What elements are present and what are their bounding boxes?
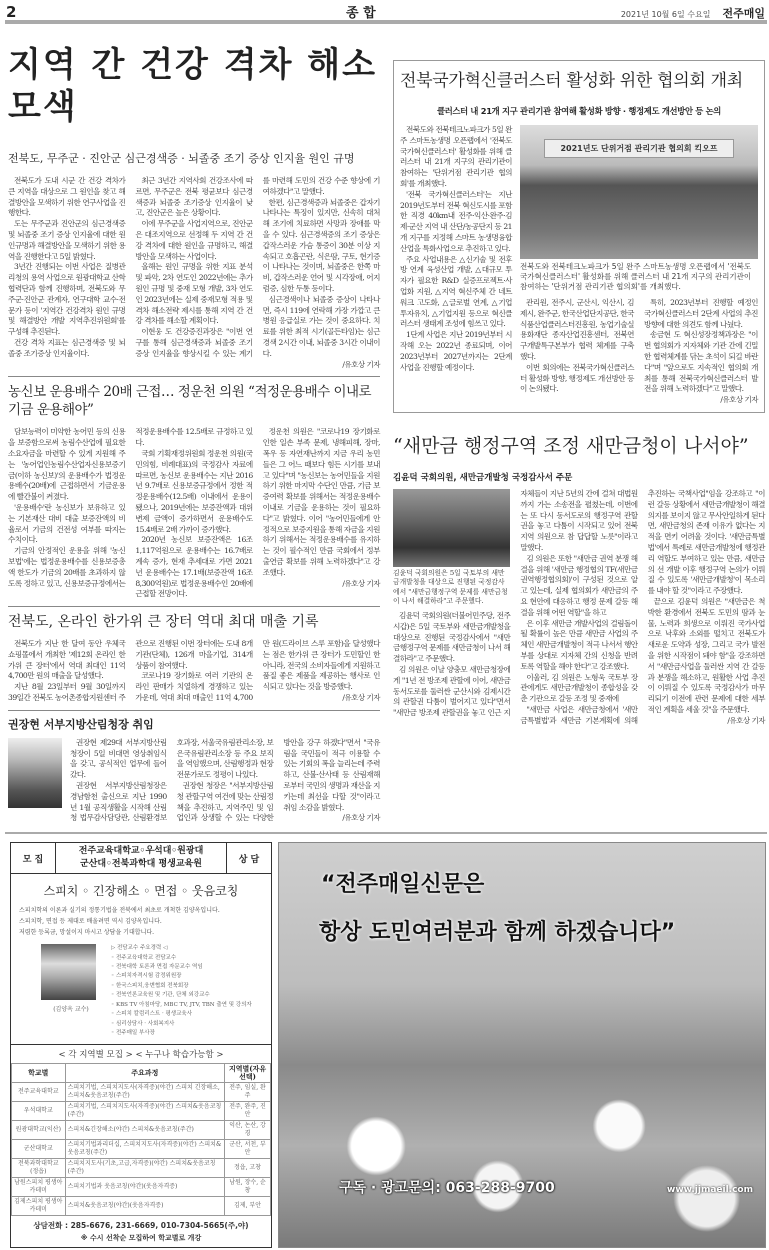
divider [8,710,380,711]
paragraph: 송금현 도 혁신성장정책과장은 "이번 협의회가 지자체와 기관 간에 긴밀한 협력체계를 닦는 초석이 되길 바란다"며 "앞으로도 지속적인 협의회 개최를 통해 전북국가혁신클러스터 발전을 위해 노력하겠다"고 말했다. [644,330,758,394]
article2-headline: 농신보 운용배수 20배 근접… 정운천 의원 “적정운용배수 이내로 기금 운용해야” [8,384,372,419]
article6-caption: 김윤덕 국회의원은 5일 국토부의 새만금개발청을 대상으로 진행된 국정감사에서 "새만금행정구역 문제를 새만금청이 나서 해결하라"고 주문했다. [393,568,508,606]
table-cell: 김제, 부안 [225,1197,271,1216]
table-row [12,1140,271,1159]
paragraph: 관리원, 전주시, 군산시, 익산시, 김제시, 완주군, 한국산업단지공단, 한국식품산업클러스터진흥원, 농업기술실용화재단 종자산업진흥센터, 전북연구개발특구본부가 협력 체계를 구축했다. [520,298,635,361]
ad-contact: 구독 · 광고문의: 063-288-9700 [339,1180,555,1197]
professor-photo [41,944,96,1000]
table-cell: 전주, 임실, 완주 [225,1083,271,1102]
table-cell: 전주, 완주, 진안 [225,1102,271,1121]
career-item: ◦ 전북언론교육원 및 기관, 단체 외강교수 [111,992,210,999]
paragraph: 지난 8월 23일부터 9월 30일까지 39일간 전북도 농어촌종합지원센터 주관으로 진행된 이번 장터에는 도내 8개 기관(단체), 126개 마을기업, 314개 상품이 참여했다. [8,639,253,703]
table-cell: 전주교육대학교 [12,1083,66,1102]
issue-date: 2021년 10월 6일 수요일 [620,10,711,19]
table-cell: 익산, 논산, 강경 [225,1121,271,1140]
paragraph: 전북도가 도내 시군 간 건강 격차가 큰 지역을 대상으로 그 원인을 찾고 해결방안을 모색하기 위한 연구사업을 진행한다. [8,176,126,218]
paragraph: 전북도와 전북테크노파크가 5일 완주 스마트농생명 오픈랩에서 '전북도 국가혁신클러스터' 활성화를 위해 클러스터 내 21개 지구의 관리기관이 참여하는 '단위거점 관리기관 협의회'를 개최했다. [400,125,512,188]
career-item: ◦ KBS TV 아침마당, MBC TV, JTV, TBN 출연 및 강의자 [111,1001,252,1008]
article4-headline: 권장현 서부지방산림청장 취임 [8,717,154,731]
career-title: ▷ 전담교수 주요경력 ◁ [111,945,168,952]
a1-byline: /유호상 기자 [342,359,380,369]
table-cell: 스피치기법과리더십, 스피치지도사(자격증)(야간) 스피치&웃음코칭(주간) [65,1140,224,1159]
paragraph: 김 의원은 또한 "새만금 권역 분쟁 해결을 위해 '새만금 행정협의 TF(새만금권역행정협의회)'이 구성된 것으로 알고 있는데, 실제 협의회가 새만금의 주요 현안에 대응하고 행정 문제 갈등 해결을 위해 어떤 역할"을 하고 [520,553,638,617]
ad-intro-line: 스피치학의 이론과 실기의 정통기법을 전북에서 최초로 개척한 김양옥입니다. [19,907,220,915]
table-cell: 스피치기법, 스피치지도사(자격증)(야간) 스피치&웃음코칭(주간) [65,1102,224,1121]
article6-subhead: 김윤덕 국회의원, 새만금개발청 국정감사서 주문 [393,472,573,483]
table-header: 학교별 [12,1064,66,1083]
paragraph: 코로나19 장기화로 여러 기관의 온라인 판매가 치열하게 경쟁하고 있는 가운데, 역대 최대 매출인 11억 4,700만 원(드라이브 스루 포함)을 달성했다는 점은 한가위 큰 장터가 도민할인 한 아니라, 전국의 소비자들에게 지원하고 품질 좋은 제품을 제공하는 행사로 인식되고 있다는 것을 방증했다. [135,639,380,703]
article5-subhead: 클러스터 내 21개 지구 관리기관 참여해 활성화 방향 · 행정제도 개선방안 등 논의 [436,106,722,116]
cluster-article-box [393,60,765,413]
page-header [0,0,769,20]
table-cell: 스피치&긴장해소(야간) 스피치&웃음코칭(주간) [65,1121,224,1140]
ad-quote-line2: 항상 도민여러분과 함께 하겠습니다” [319,920,676,946]
ad-title-line2: 군산대◦전북과학대 평생교육원 [80,859,202,870]
table-cell: 전북과학대학교(정읍) [12,1159,66,1178]
paragraph: 이현웅 도 건강증진과장은 "이번 연구를 통해 심근경색증과 뇌졸중 조기 증상 인지율을 향상시킬 수 있는 계기를 마련해 도민의 건강 수준 향상에 기여하겠다"고 말했다. [135,176,380,358]
article1-body [8,176,380,370]
career-item: ◦ 스피치자격시험 감정위원장 [111,973,182,980]
assembly-hearing-photo [393,489,510,567]
ad-intro-line: 스피치학, 면접 등 제대로 배울려면 역시 김양옥입니다. [19,918,162,926]
career-item: ◦ 심리상담사 · 사회복지사 [111,1020,175,1027]
article6-figure [393,489,510,607]
official-portrait-photo [8,738,62,808]
table-cell: 원광대학교(익산) [12,1121,66,1140]
paragraph: 올해는 원인 규명을 위한 지표 분석 및 파악, 2차 연도인 2022년에는 추가 원인 규명 및 중재 모형 개발, 3차 연도인 2023년에는 실제 중재모형 적용 및 격차 해소전략 제시를 통해 지역 간 건강 격차를 해소할 계획이다. [135,262,253,326]
table-cell: 김제스피치 평생아카데미 [12,1197,66,1216]
meeting-group-photo [520,125,758,259]
article5-headline: 전북국가혁신클러스터 활성화 위한 협의회 개최 [400,71,743,91]
paragraph: 권장현 청장은 "서부지방산림청 관할구역 여건에 맞는 산림정책을 추진하고, 지역주민 및 임업인과 상생할 수 있는 다양한 방안을 강구 하겠다"면서 "국유림을 국민들이 적극 이용할 수 있는 기회의 폭을 늘리는데 주력하고, 산불·산사태 등 산림재해로부터 국민의 생명과 재산을 지키는데 최선을 다할 것"이라고 취임 소감을 밝혔다. [176,737,380,823]
paragraph: 김윤덕 국회의원(더불어민주당, 전주시갑)은 5일 국토부와 새만금개발청을 대상으로 진행된 국정감사에서 "새만금행정구역 문제를 새만금청이 나서 해결하라"고 주문했다. [393,610,511,664]
paragraph: 김 의원은 이날 양충모 새만금청장에게 "1년 전 방조제 관할에 이어, 새만금 동서도로를 둘러싼 군산시와 김제시간의 관할권 다툼이 벌어지고 있다"면서 "새만금 방조제 관할권을 놓고 인근 지자체들이 지난 5년의 간에 걸쳐 대법원까지 가는 소송전을 펼쳤는데, 이번에는 또 다시 동서도로의 행정구역 관할권을 놓고 다툼이 시작되고 있어 전북지역 의원으로 참 답답할 노릇"이라고 말했다. [393,488,638,718]
paragraph: '운용배수'란 농신보가 보유하고 있는 기본재산 대비 대출 보증잔액의 비율로서 기금의 건전성 여부를 따지는 수치이다. [8,502,126,545]
section-title: 종 합 [346,6,376,21]
article3-body [8,639,380,704]
a4-byline: /유호상 기자 [342,813,380,823]
table-cell: 군산대학교 [12,1140,66,1159]
ad-intro-line: 저렴한 등록금, 망설이지 마시고 상담을 기대합니다. [19,929,155,937]
paragraph: 은 이후 새만금 개발사업의 걸림돌이 될 확률이 높은 만큼 새만금 사업의 주체인 새만금개발청이 적극 나서서 행안부를 상대로 지자체 간의 신청을 반려토록 역할을 해야 한다"고 강조했다. [520,618,638,671]
article2-body [8,427,380,600]
ad-title-line1: 전주교육대학교◦우석대◦원광대 [78,846,204,857]
paragraph: '전북 국가혁신클러스터'는 지난 2019년도부터 전북 혁신도시를 포함한 직경 40km내 전주·익산·완주·김제·군산 지역 내 산단/농공단지 등 21개 지구를 지정해 스마트 농생명융합산업을 특화사업으로 추진하고 있다. [400,189,512,253]
article6-headline: “새만금 행정구역 조정 새만금청이 나서야” [393,434,749,457]
paragraph: 끝으로 김윤덕 의원은 "새만금은 척박한 환경에서 전북도 도민의 땀과 눈물, 노력과 희생으로 이뤄진 국가사업으로 낙후와 소외를 떨치고 전북도가 새로운 도약과 성장, 그리고 국가 발전을 위한 시작점이 돼야 함"을 강조하면서 "새만금사업을 둘러싼 지역 간 갈등과 분쟁을 해소하고, 원활한 사업 추진이 이뤄질 수 있도록 국정감사가 마무리되기 이전에 관련 문제에 대한 세부적인 계획을 세울 것"을 주문했다. [647,596,765,714]
paragraph: 국회 기획재정위원회 정운천 의원(국민의힘, 비례대표)의 국정감사 자료에 따르면, 농신보 운용배수는 지난 2016년 9.7배로 신용보증규정에서 정한 적정운용배수(12.5배) 이내에서 운용이 됐으나, 2019년에는 보증잔액과 대위변제 금액이 증가하면서 운용배수도 15.4배로 2배 가까이 증가했다. [135,448,253,534]
paragraph: 이번 회의에는 전북국가혁신클러스터 활성화 방향, 행정제도 개선방안 등이 논의됐다. [520,362,635,394]
paragraph: 한편, 심근경색증과 뇌졸중은 갑자기 나타나는 특징이 있지만, 신속히 대처해 조기에 치료하면 사망과 장애를 막을 수 있다. 심근경색증의 조기 증상은 갑작스러운 가슴 통증이 30분 이상 지속되고 호흡곤란, 식은땀, 구토, 현기증이 나타나는 것이며, 뇌졸중은 한쪽 마비, 갑작스러운 언어 및 시각장애, 어지럼증, 심한 두통 등이다. [262,197,380,293]
paragraph: 특히, 2023년부터 진행할 예정인 국가혁신클러스터 2단계 사업의 추진방향에 대한 의견도 함께 나눴다. [644,298,758,329]
career-item: ◦ 스피치 칼럼리스트 · 평생교육사 [111,1011,193,1018]
table-row [12,1121,271,1140]
table-cell: 군산, 서천, 부안 [225,1140,271,1159]
table-row [12,1178,271,1197]
paragraph: 이에 무주군을 사업지역으로, 진안군은 대조지역으로 선정해 두 지역 간 건강 격차에 대한 원인을 규명하고, 해결방안을 모색하는 사업이다. [135,219,253,261]
article1-subhead: 전북도, 무주군 · 진안군 심근경색증 · 뇌졸중 조기 증상 인지율 원인 규명 [8,152,355,165]
paragraph: 건강 격차 지표는 심근경색증 및 뇌졸중 조기증상 인지율이다. [8,337,126,358]
table-cell: 정읍, 고창 [225,1159,271,1178]
a5r-byline: /유호상 기자 [720,395,758,405]
ad-note: ※ 수시 선착순 모집하여 학교별로 개강 [80,1234,202,1243]
article4-body [70,738,380,824]
article3-headline: 전북도, 온라인 한가위 큰 장터 역대 최대 매출 기록 [8,614,319,631]
table-cell: 우석대학교 [12,1102,66,1121]
table-row [12,1083,271,1102]
left-column [8,38,380,824]
right-column [393,38,765,824]
page-number: 2 [6,3,17,21]
career-item: ◦ 한국스피치,웅변협회 전북회장 [111,982,189,989]
career-item: ◦ 전주매일 부사장 [111,1029,155,1036]
ad-label-consult: 상 담 [226,843,271,873]
professor-photo-caption: (김양옥 교수) [53,1006,89,1014]
a2-byline: /유호상 기자 [342,578,380,588]
paragraph: 기금의 안정적인 운용을 위해 '농신보법'에는 법정운용배수를 신용보증총액 한도가 기금의 20배를 초과하지 않도록 정하고 있고, 신용보증규정에서는 적정운용배수를 12.5배로 규정하고 있다. [8,427,253,588]
paragraph: 주요 사업내용은 △신기술 및 전후방 연계 육성산업 개발, △대규모 투자가 필요한 R&D 실증프로젝트·사업화 지원, △지역 혁신주체 간 네트워크 고도화, △글로벌 연계, △기업 투자유치, △기업지원 등으로 혁신클러스터 생태계 조성에 힘쓰고 있다. [400,254,512,329]
paragraph: 전북도가 지난 한 달여 동안 우체국 쇼핑몰에서 개최한 '제12회 온라인 한가위 큰 장터'에서 역대 최대인 11억 4,700만 원의 매출을 달성했다. [8,639,126,681]
paragraph: 정운천 의원은 "코로나19 장기화로 인한 일손 부족 문제, 냉해피해, 장마, 폭우 등 자연재난까지 지금 우리 농민들은 그 어느 때보다 힘든 시기를 보내고 있다"며 "농신보는 농어민들을 지원하기 위한 마지막 수단인 만큼, 기금 보증여력 확보를 위해서는 적정운용배수 이내로 기금을 운용하는 것이 필요하다"고 밝혔다. 이어 "농어민들에게 안정적으로 보증지원을 통해 자금을 지원하기 위해서는 적정운용배수를 유지하는 것이 필수적인 만큼 국회에서 정부출연금 확보를 위해 노력하겠다"고 강조했다. [262,427,380,577]
a6-byline: /유호상 기자 [727,715,765,725]
paragraph: 심근경색이나 뇌졸중 증상이 나타나면, 즉시 119에 연락해 가장 가깝고 큰 병원 응급실로 가는 것이 중요하다. 치료를 위한 최적 시기(골든타임)는 심근경색 2시간 이내, 뇌졸중 3시간 이내이다. [262,294,380,358]
table-cell: 남원, 장수, 순창 [225,1178,271,1197]
table-cell: 스피치기법, 스피치지도사(자격증)(야간) 스피치 긴장해소, 스피치&웃음코칭(주간) [65,1083,224,1102]
article5-body-right [520,298,758,406]
paragraph: 도는 무주군과 진안군의 심근경색증 및 뇌졸중 조기 증상 인지율에 대한 원인규명과 해결방안을 모색하기 위한 용역을 진행한다고 5일 밝혔다. [8,219,126,261]
paragraph: 권장현 제29대 서부지방산림청장이 5일 비대면 영상취임식을 갖고, 공식적인 업무에 들어갔다. [70,737,167,780]
paragraph: "새만금 사업은 새만금청에서 '새만금특별법'과 새만금 기본계획에 의해 추진하는 국책사업"임을 강조하고 "이런 갈등 상황에서 새만금개발청이 해결 의지를 보이지 않고 무사안일하게 된다면, 새만금청의 존재 이유가 없다는 지적을 면키 어려울 것이다. '새만금특별법'에서 특례로 새만금개발청에 행정관리 역할도 부여하고 있는 만큼, 새만금의 선 개발 이후 행정구역 논의가 이뤄 질 수 있도록 '새만금개발청'이 목소리를 내야 할 것"이라고 주장했다. [520,488,765,725]
table-cell: 스피치지도사(기초,고급,자격증)(야간) 스피치&웃음코칭(주간) [65,1159,224,1178]
ad-url: www.jjmaeil.com [667,1185,753,1196]
career-item: ◦ 전주교육대학교 전담교수 [111,954,177,961]
photo-banner: 2021년도 단위거점 관리기관 협의회 킥오프 [544,139,734,158]
table-header: 지역별(자유선택) [225,1064,271,1083]
table-header: 주요과정 [65,1064,224,1083]
article6-body [393,489,765,727]
paragraph: 2020년 농신보 보증잔액은 16조 1,117억원으로 운용배수는 16.7배로 계속 증가, 현재 추세대로 가면 2021년 운용배수는 17.1배(보증잔액 16조 8,300억원)로 법정운용배수인 20배에 근접할 전망이다. [135,535,253,599]
paragraph: 3년간 진행되는 이번 사업은 질병관리청의 용역 사업으로 원광대학교 산학협력단과 함께 진행하며, 전북도와 무주군·진안군 관계자, 연구대학 교수·전문가 등이 '지역간 건강격차 원인 규명 및 해결방안 개발 지역추진위원회'를 구성해 추진된다. [8,262,126,337]
a3-byline: /유호상 기자 [342,693,380,703]
article5-body-left [400,125,512,373]
divider [8,376,380,377]
table-cell: 스피치기법과 웃음코칭(야간)(웃음자격증) [65,1178,224,1197]
speech-academy-ad [10,842,272,1248]
ads-row [5,832,767,1250]
table-cell: 남원스피치 평생아카데미 [12,1178,66,1197]
career-item: ◦ 전북대학 토론과 면접 자문교수 역임 [111,964,203,971]
ad-label-recruit: 모 집 [11,843,56,873]
divider [8,606,380,607]
ad-phone: 상담전화 : 285-6676, 231-6669, 010-7304-5665(주,야) [33,1221,249,1231]
table-cell: 스피치&웃음코칭(야간)(웃음자격증) [65,1197,224,1216]
table-row [12,1102,271,1121]
article5-caption: 전북도와 전북테크노파크가 5일 완주 스마트농생명 오픈랩에서 '전북도 국가혁신클러스터' 활성화를 위해 클러스터 내 21개 지구의 관리기관이 참여하는 '단위거점 관리기관 협의회'를 개최했다. [520,262,752,291]
table-row [12,1197,271,1216]
paragraph: 이울러, 김 의원은 노형욱 국토부 장관에게도 새만금개발청이 종합성을 갖춘 기관으로 갈등 조정 및 중재에 [520,672,638,704]
paragraph: 담보능력이 미약한 농어민 등의 신용을 보증함으로써 농림수산업에 필요한 소요자금을 마련할 수 있게 지원해 주는 '농어업인농림수산업자신용보증기금(이하 농신보)'의 운용배수가 법정운용배수(20배)에 근접하면서 기금운용에 빨간불이 켜졌다. [8,427,126,502]
article1-headline: 지역 간 건강 격차 해소 모색 [8,45,377,127]
ad-quote-line1: “전주매일신문은 [321,872,485,898]
paragraph: 최근 3년간 지역사회 건강조사에 따르면, 무주군은 전북 평균보다 심근경색증과 뇌졸중 조기증상 인지율이 낮고, 진안군은 높은 상황이다. [135,176,253,218]
table-row [12,1159,271,1178]
paragraph: 1단계 사업은 지난 2019년부터 시작해 오는 2022년 종료되며, 이어 2023년부터 2027년까지는 2단계 사업을 진행할 예정이다. [400,330,512,372]
paragraph: 권장현 서부지방산림청장은 경남함천 출신으로 지난 1990년 1월 공직생활을 시작해 산림청 법무감사담당관, 산림환경보호과장, 서울국유림관리소장, 보은국유림관리소장 등 주요 보직을 역임했으며, 산림행정과 현장전문가로도 정평이 나있다. [70,737,274,823]
newspaper-sunflower-ad [278,842,766,1248]
school-course-table [11,1063,271,1216]
regions-banner: < 각 지역별 모집 > < 누구나 학습가능함 > [11,1044,271,1063]
newspaper-brand: 전주매일 [722,7,765,20]
ad-slogan: 스피치 ◦ 긴장해소 ◦ 면접 ◦ 웃음코칭 [43,884,239,899]
